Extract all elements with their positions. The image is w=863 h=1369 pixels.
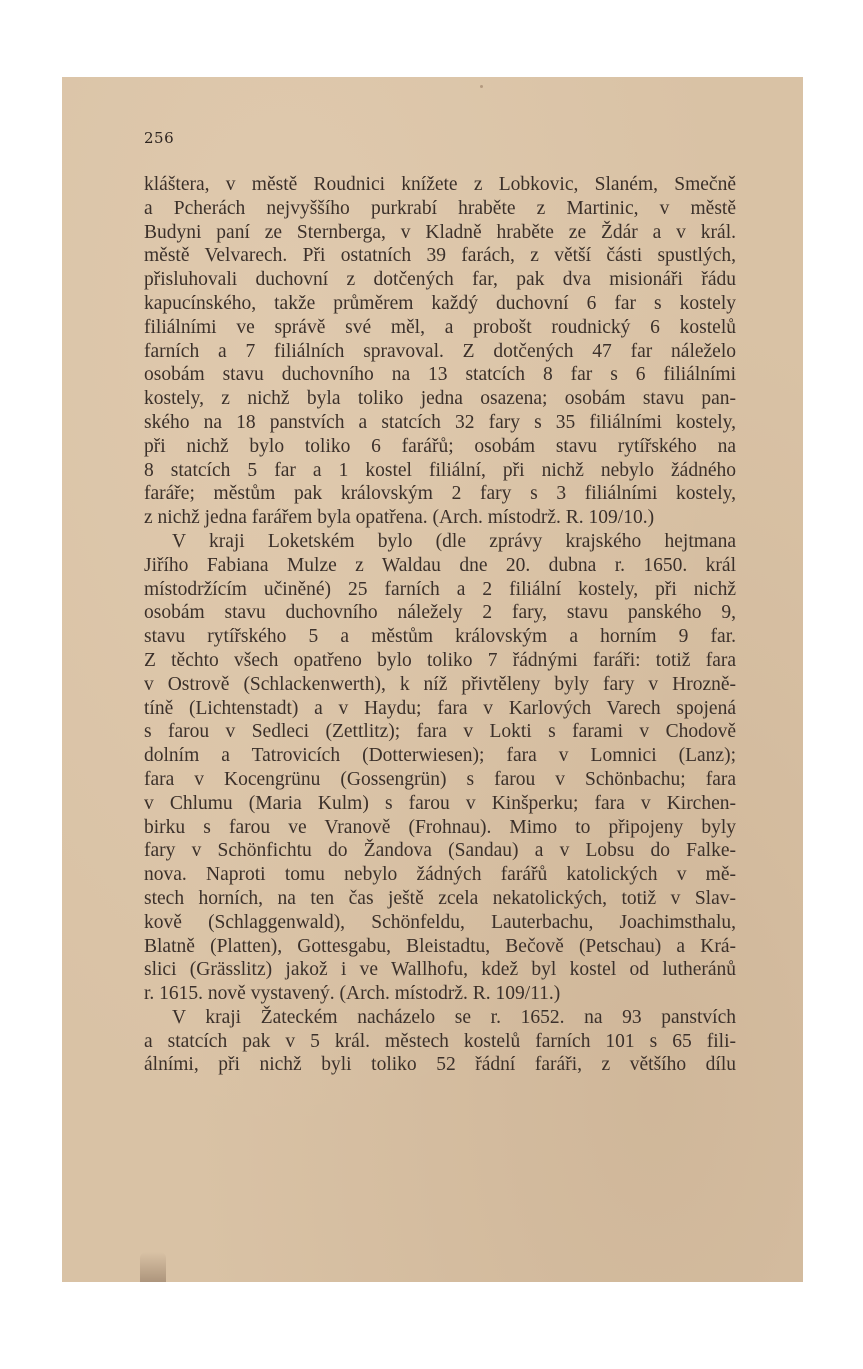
text-line: álními, při nichž byli toliko 52 řádní faráři, z většího dílu <box>144 1054 736 1076</box>
page-number: 256 <box>144 129 175 147</box>
text-line: z nichž jedna farářem byla opatřena. (Arch. místodrž. R. 109/10.) <box>144 507 655 529</box>
text-line: faráře; městům pak královským 2 fary s 3 filiálními kostely, <box>144 483 736 505</box>
text-line: stech horních, na ten čas ještě zcela nekatolických, totiž v Slav- <box>144 887 736 909</box>
text-line: ského na 18 panstvích a statcích 32 fary s 35 filiálními kostely, <box>144 411 736 433</box>
scanned-page <box>62 77 803 1282</box>
text-line: birku s farou ve Vranově (Frohnau). Mimo to připojeny byly <box>144 816 736 838</box>
text-line: farních a 7 filiálních spravoval. Z dotčených 47 far náleželo <box>144 340 736 362</box>
text-line: přisluhovali duchovní z dotčených far, pak dva misionáři řádu <box>144 269 736 291</box>
text-line: kostely, z nichž byla toliko jedna osazena; osobám stavu pan- <box>144 388 736 410</box>
text-line: stavu rytířského 5 a městům královským a horním 9 far. <box>144 626 736 648</box>
paragraph-start-line: V kraji Loketském bylo (dle zprávy krajského hejtmana <box>172 530 736 552</box>
text-line: Budyni paní ze Sternberga, v Kladně hraběte ze Ždár a v král. <box>144 221 736 243</box>
text-line: a statcích pak v 5 král. městech kostelů farních 101 s 65 fili- <box>144 1030 736 1052</box>
text-line: slici (Grässlitz) jakož i ve Wallhofu, kdež byl kostel od lutheránů <box>144 959 736 981</box>
text-line: osobám stavu duchovního na 13 statcích 8 far s 6 filiálními <box>144 364 736 386</box>
text-line: Z těchto všech opatřeno bylo toliko 7 řádnými faráři: totiž fara <box>144 649 736 671</box>
text-line: kapucínského, takže průměrem každý duchovní 6 far s kostely <box>144 292 736 314</box>
text-line: Jiřího Fabiana Mulze z Waldau dne 20. dubna r. 1650. král <box>144 554 736 576</box>
paper-speck <box>480 85 483 88</box>
text-line: osobám stavu duchovního náležely 2 fary, stavu panského 9, <box>144 602 736 624</box>
text-line: kláštera, v městě Roudnici knížete z Lobkovic, Slaném, Smečně <box>144 174 736 195</box>
text-line: kově (Schlaggenwald), Schönfeldu, Lauterbachu, Joachimsthalu, <box>144 911 736 933</box>
text-line: městě Velvarech. Při ostatních 39 farách, z větší části spustlých, <box>144 245 736 267</box>
text-line: v Ostrově (Schlackenwerth), k níž přivtěleny byly fary v Hrozně- <box>144 673 736 695</box>
body-text <box>144 173 736 1077</box>
text-line: fary v Schönfichtu do Žandova (Sandau) a v Lobsu do Falke- <box>144 840 736 862</box>
page-smudge <box>140 1252 166 1282</box>
text-line: r. 1615. nově vystavený. (Arch. místodrž. R. 109/11.) <box>144 983 561 1005</box>
text-line: 8 statcích 5 far a 1 kostel filiální, při nichž nebylo žádného <box>144 459 736 481</box>
text-line: Blatně (Platten), Gottesgabu, Bleistadtu, Bečově (Petschau) a Krá- <box>144 935 736 957</box>
text-line: a Pcherách nejvyššího purkrabí hraběte z Martinic, v městě <box>144 197 736 219</box>
text-line: místodržícím učiněné) 25 farních a 2 filiální kostely, při nichž <box>144 578 736 600</box>
text-line: při nichž bylo toliko 6 farářů; osobám stavu rytířského na <box>144 435 736 457</box>
text-line: dolním a Tatrovicích (Dotterwiesen); fara v Lomnici (Lanz); <box>144 745 736 767</box>
text-line: filiálními ve správě své měl, a probošt roudnický 6 kostelů <box>144 316 736 338</box>
text-line: s farou v Sedleci (Zettlitz); fara v Lokti s farami v Chodově <box>144 721 736 743</box>
text-line: nova. Naproti tomu nebylo žádných farářů katolických v mě- <box>144 864 736 886</box>
text-line: v Chlumu (Maria Kulm) s farou v Kinšperku; fara v Kirchen- <box>144 792 736 814</box>
paragraph-start-line: V kraji Žateckém nacházelo se r. 1652. na 93 panstvích <box>172 1006 736 1028</box>
text-line: tíně (Lichtenstadt) a v Haydu; fara v Karlových Varech spojená <box>144 697 736 719</box>
text-line: fara v Kocengrünu (Gossengrün) s farou v Schönbachu; fara <box>144 768 736 790</box>
